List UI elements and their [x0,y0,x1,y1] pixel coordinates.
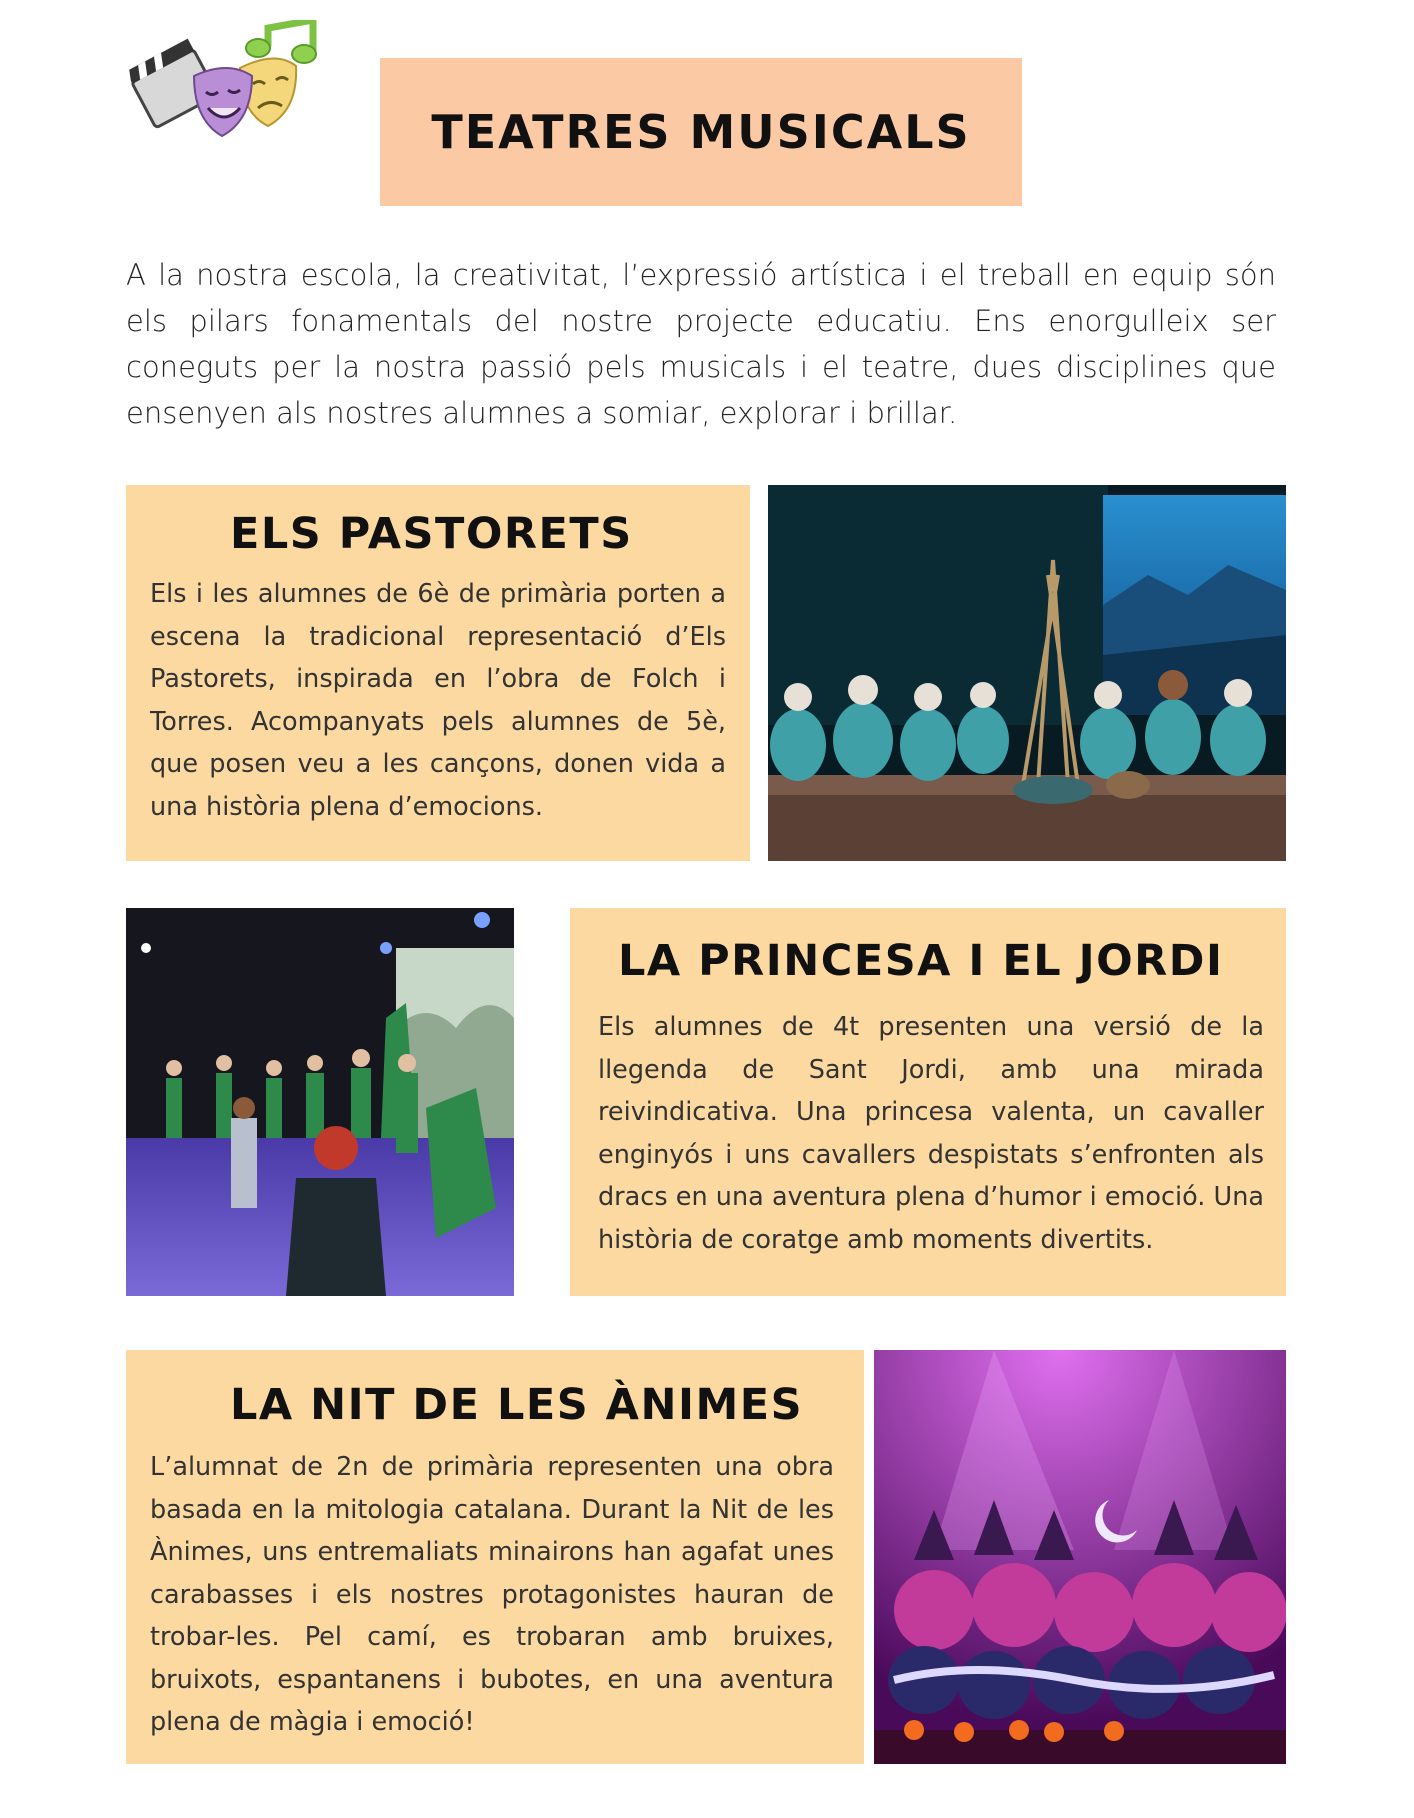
section-title: ELS PASTORETS [230,509,633,559]
photo-princesa-jordi [126,908,514,1296]
section-card-pastorets [126,485,750,861]
intro-paragraph: A la nostra escola, la creativitat, l’expressió artística i el treball en equip són els pilars fonamentals del nostre projecte educatiu. Ens enorgulleix ser coneguts per la nostra passió pels musicals i el teatre, dues disciplines que ensenyen als nostres alumnes a somiar, explorar i brillar. [126,258,1276,430]
photo-pastorets [768,485,1286,861]
section-text: Els i les alumnes de 6è de primària porten a escena la tradicional representació d’Els Pastorets, inspirada en l’obra de Folch i Torres. Acompanyats pels alumnes de 5è, que posen veu a les cançons, donen vida a una història plena d’emocions. [150,579,726,822]
title-banner [380,58,1022,206]
theatre-logo-icon [128,20,333,140]
section-card-nit-animes [126,1350,864,1764]
section-text: Els alumnes de 4t presenten una versió de la llegenda de Sant Jordi, amb una mirada reivindicativa. Una princesa valenta, un cavaller enginyós i uns cavallers despistats s’enfronten als dracs en una aventura plena d’humor i emoció. Una història de coratge amb moments divertits. [598,1012,1264,1255]
photo-nit-animes [874,1350,1286,1764]
section-title: LA NIT DE LES ÀNIMES [230,1380,804,1430]
section-text: L’alumnat de 2n de primària representen una obra basada en la mitologia catalana. Durant la Nit de les Ànimes, uns entremaliats minairons han agafat unes carabasses i els nostres protagonistes hauran de trobar-les. Pel camí, es trobaran amb bruixes, bruixots, espantanens i bubotes, en una aventura plena de màgia i emoció! [150,1452,834,1737]
page-title: TEATRES MUSICALS [431,105,971,159]
section-card-princesa-jordi [570,908,1286,1296]
section-title: LA PRINCESA I EL JORDI [618,936,1224,986]
